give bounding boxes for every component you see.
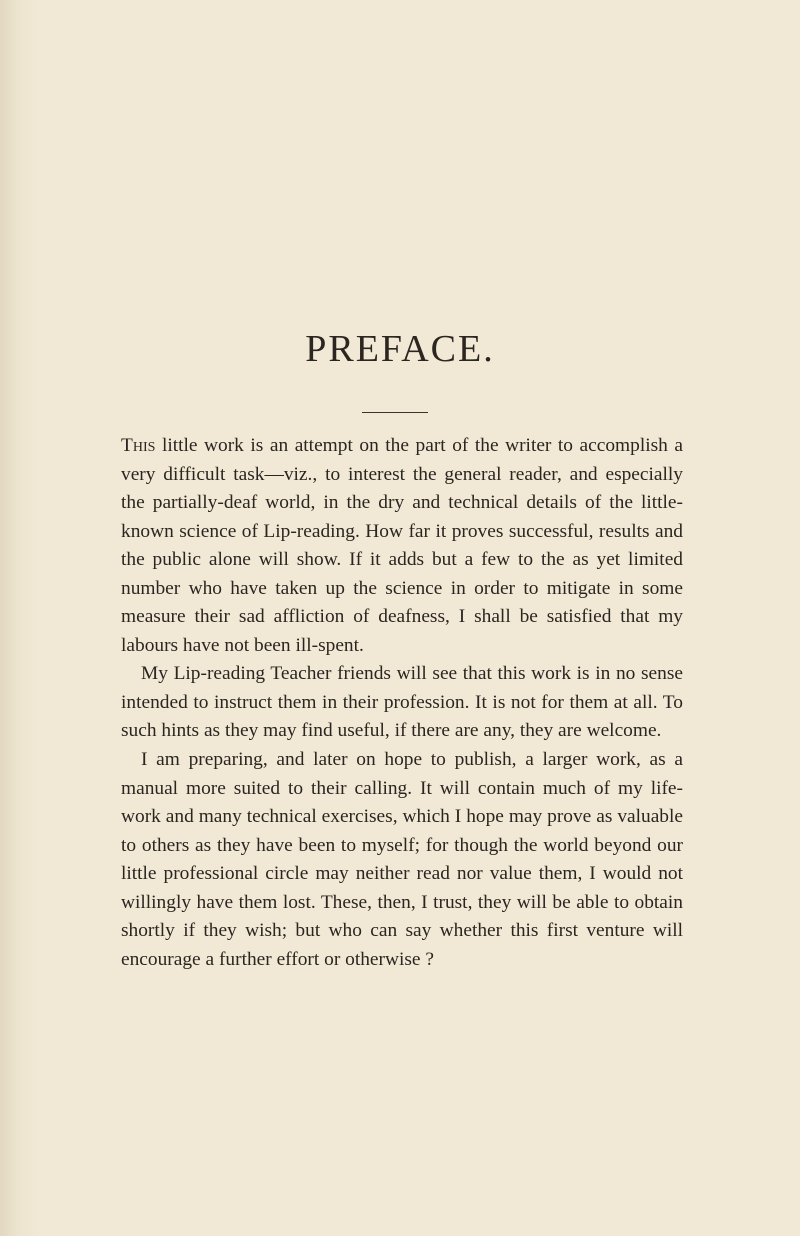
preface-body — [121, 432, 683, 974]
paragraph-lead-word: This — [121, 435, 156, 456]
paragraph-3: I am preparing, and later on hope to publish, a larger work, as a manual more suited to their calling. It will contain much of my life-work and many technical exercises, which I hope may prove as valuable to others as they have been to myself; for though the world beyond our little professional circle may neither read nor value them, I would not willingly have them lost. These, then, I trust, they will be able to obtain shortly if they wish; but who can say whether this first venture will encourage a further effort or otherwise ? — [121, 749, 683, 970]
paragraph-2: My Lip-reading Teacher friends will see that this work is in no sense intended to instruct them in their profession. It is not for them at all. To such hints as they may find useful, if there are any, they are welcome. — [121, 663, 683, 742]
title-divider — [362, 412, 428, 413]
paragraph-text: little work is an attempt on the part of the writer to accomplish a very difficult task—viz., to interest the general reader, and especially the partially-deaf world, in the dry and technical details of the little-known science of Lip-reading. How far it proves successful, results and the public alone will show. If it adds but a few to the as yet limited number who have taken up the science in order to mitigate in some measure their sad affliction of deafness, I shall be satisfied that my labours have not been ill-spent. — [121, 435, 683, 656]
page-title: PREFACE. — [305, 328, 495, 370]
paragraph-1 — [121, 432, 683, 660]
